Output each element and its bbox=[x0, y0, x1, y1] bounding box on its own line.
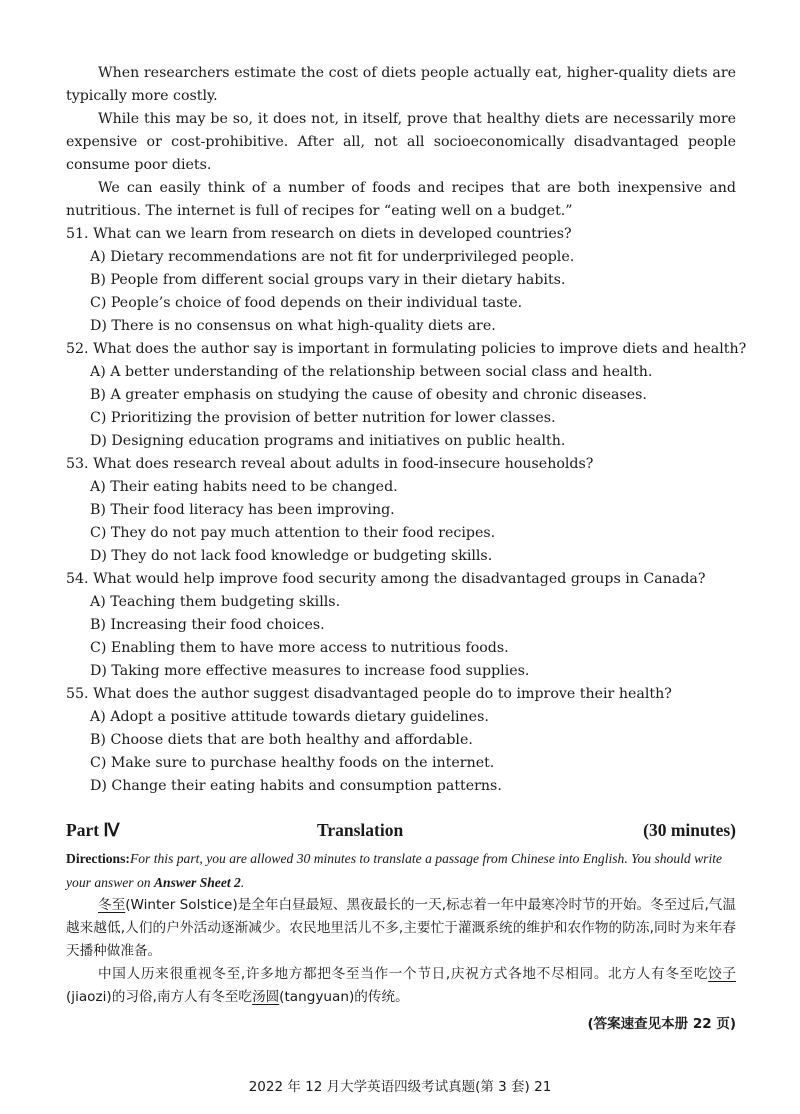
question-52-option-b: B) A greater emphasis on studying the cause of obesity and chronic diseases. bbox=[90, 387, 647, 403]
question-54-stem: 54. What would help improve food security among the disadvantaged groups in Canada? bbox=[66, 571, 706, 587]
question-54-option-b: B) Increasing their food choices. bbox=[90, 617, 325, 633]
question-53-option-d: D) They do not lack food knowledge or budgeting skills. bbox=[90, 548, 493, 564]
translation-p2-c: (tangyuan)的传统。 bbox=[279, 989, 409, 1005]
question-51-stem: 51. What can we learn from research on diets in developed countries? bbox=[66, 226, 572, 242]
question-55-stem: 55. What does the author suggest disadvantaged people do to improve their health? bbox=[66, 686, 672, 702]
question-51-option-a: A) Dietary recommendations are not fit for underprivileged people. bbox=[90, 249, 575, 265]
translation-paragraph-1 bbox=[66, 894, 736, 963]
directions-end: . bbox=[240, 875, 245, 890]
answer-reference: (答案速查见本册 22 页) bbox=[587, 1016, 736, 1032]
question-53-option-c: C) They do not pay much attention to their food recipes. bbox=[90, 525, 496, 541]
translation-p2-b: (jiaozi)的习俗,南方人有冬至吃 bbox=[66, 989, 252, 1005]
translation-p2-a: 中国人历来很重视冬至,许多地方都把冬至当作一个节日,庆祝方式各地不尽相同。北方人有冬至吃 bbox=[98, 966, 709, 982]
question-53-option-a: A) Their eating habits need to be changed. bbox=[90, 479, 398, 495]
question-54-option-d: D) Taking more effective measures to increase food supplies. bbox=[90, 663, 530, 679]
question-53-option-b: B) Their food literacy has been improving. bbox=[90, 502, 395, 518]
translation-paragraph-2 bbox=[66, 963, 736, 1009]
page-footer: 2022 年 12 月大学英语四级考试真题(第 3 套) 21 bbox=[248, 1079, 552, 1095]
part-label: Part Ⅳ bbox=[66, 820, 120, 840]
directions-label: Directions: bbox=[66, 851, 130, 866]
question-54-option-a: A) Teaching them budgeting skills. bbox=[90, 594, 341, 610]
term-dongzhi: 冬至 bbox=[98, 897, 126, 913]
question-51-option-b: B) People from different social groups vary in their dietary habits. bbox=[90, 272, 566, 288]
passage-paragraph-2: While this may be so, it does not, in itself, prove that healthy diets are necessarily more expensive or cost-prohibitive. After all, not all socioeconomically disadvantaged people consume poor diets. bbox=[66, 111, 736, 173]
question-52-option-d: D) Designing education programs and initiatives on public health. bbox=[90, 433, 566, 449]
question-51-option-d: D) There is no consensus on what high-quality diets are. bbox=[90, 318, 496, 334]
question-55-option-c: C) Make sure to purchase healthy foods on the internet. bbox=[90, 755, 495, 771]
translation-p1-text: (Winter Solstice)是全年白昼最短、黑夜最长的一天,标志着一年中最寒冷时节的开始。冬至过后,气温越来越低,人们的户外活动逐渐减少。农民地里活儿不多,主要忙于灌溉系统的维护和农作物的防冻,同时为来年春天播种做准备。 bbox=[66, 897, 736, 959]
passage-paragraph-3: We can easily think of a number of foods and recipes that are both inexpensive and nutritious. The internet is full of recipes for “eating well on a budget.” bbox=[66, 180, 736, 219]
question-53-stem: 53. What does research reveal about adults in food-insecure households? bbox=[66, 456, 594, 472]
part-heading bbox=[66, 820, 736, 846]
question-54-option-c: C) Enabling them to have more access to nutritious foods. bbox=[90, 640, 509, 656]
term-tangyuan: 汤圆 bbox=[251, 989, 280, 1005]
directions bbox=[66, 847, 736, 895]
question-55-option-b: B) Choose diets that are both healthy and affordable. bbox=[90, 732, 473, 748]
question-52-option-c: C) Prioritizing the provision of better nutrition for lower classes. bbox=[90, 410, 556, 426]
term-jiaozi: 饺子 bbox=[708, 966, 737, 982]
part-time: (30 minutes) bbox=[643, 820, 736, 840]
question-52-option-a: A) A better understanding of the relationship between social class and health. bbox=[90, 364, 653, 380]
part-title: Translation bbox=[317, 820, 404, 840]
passage-paragraph-1: When researchers estimate the cost of diets people actually eat, higher-quality diets are typically more costly. bbox=[66, 65, 736, 104]
answer-sheet-label: Answer Sheet 2 bbox=[153, 875, 241, 890]
directions-text: For this part, you are allowed 30 minutes to translate a passage from Chinese into English. You should write your answer on bbox=[66, 851, 723, 890]
question-55-option-a: A) Adopt a positive attitude towards dietary guidelines. bbox=[90, 709, 489, 725]
question-52-stem: 52. What does the author say is important in formulating policies to improve diets and health? bbox=[66, 341, 747, 357]
question-51-option-c: C) People’s choice of food depends on their individual taste. bbox=[90, 295, 523, 311]
question-55-option-d: D) Change their eating habits and consumption patterns. bbox=[90, 778, 502, 794]
